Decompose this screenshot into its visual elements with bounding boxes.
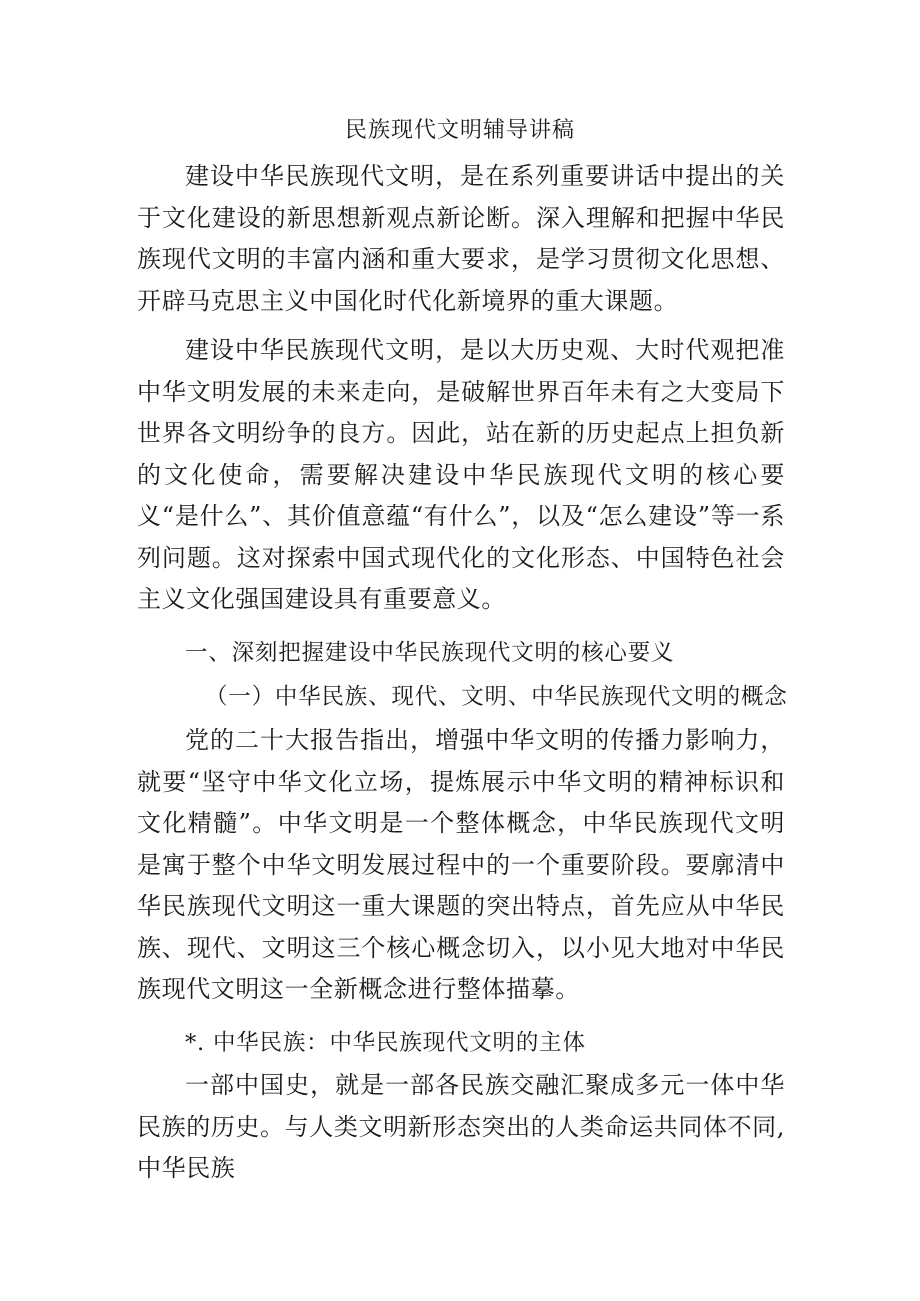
subsection-heading-1: （一）中华民族、现代、文明、中华民族现代文明的概念	[205, 684, 788, 710]
section-heading-1: 一、深刻把握建设中华民族现代文明的核心要义	[185, 640, 675, 666]
paragraph-significance: 建设中华民族现代文明，是以大历史观、大时代观把准中华文明发展的未来走向，是破解世界百年未有之大变局下世界各文明纷争的良方。因此，站在新的历史起点上担负新的文化使命，需要解决建设中华民族现代文明的核心要义“是什么”、其价值意蕴“有什么”，以及“怎么建设”等一系列问题。这对探索中国式现代化的文化形态、中国特色社会主义文化强国建设具有重要意义。	[137, 336, 785, 613]
paragraph-concepts: 党的二十大报告指出，增强中华文明的传播力影响力，就要“坚守中华文化立场，提炼展示中华文明的精神标识和文化精髓”。中华文明是一个整体概念，中华民族现代文明是寓于整个中华文明发展过程中的一个重要阶段。要廓清中华民族现代文明这一重大课题的突出特点，首先应从中华民族、现代、文明这三个核心概念切入，以小见大地对中华民族现代文明这一全新概念进行整体描摹。	[137, 726, 785, 1003]
document-title: 民族现代文明辅导讲稿	[344, 118, 575, 143]
paragraph-chinese-nation: 一部中国史，就是一部各民族交融汇聚成多元一体中华民族的历史。与人类文明新形态突出的人类命运共同体不同,中华民族	[137, 1071, 785, 1182]
item-heading-chinese-nation: *. 中华民族：中华民族现代文明的主体	[185, 1030, 586, 1056]
paragraph-intro: 建设中华民族现代文明，是在系列重要讲话中提出的关于文化建设的新思想新观点新论断。深入理解和把握中华民族现代文明的丰富内涵和重大要求，是学习贯彻文化思想、开辟马克思主义中国化时代化新境界的重大课题。	[137, 162, 785, 315]
